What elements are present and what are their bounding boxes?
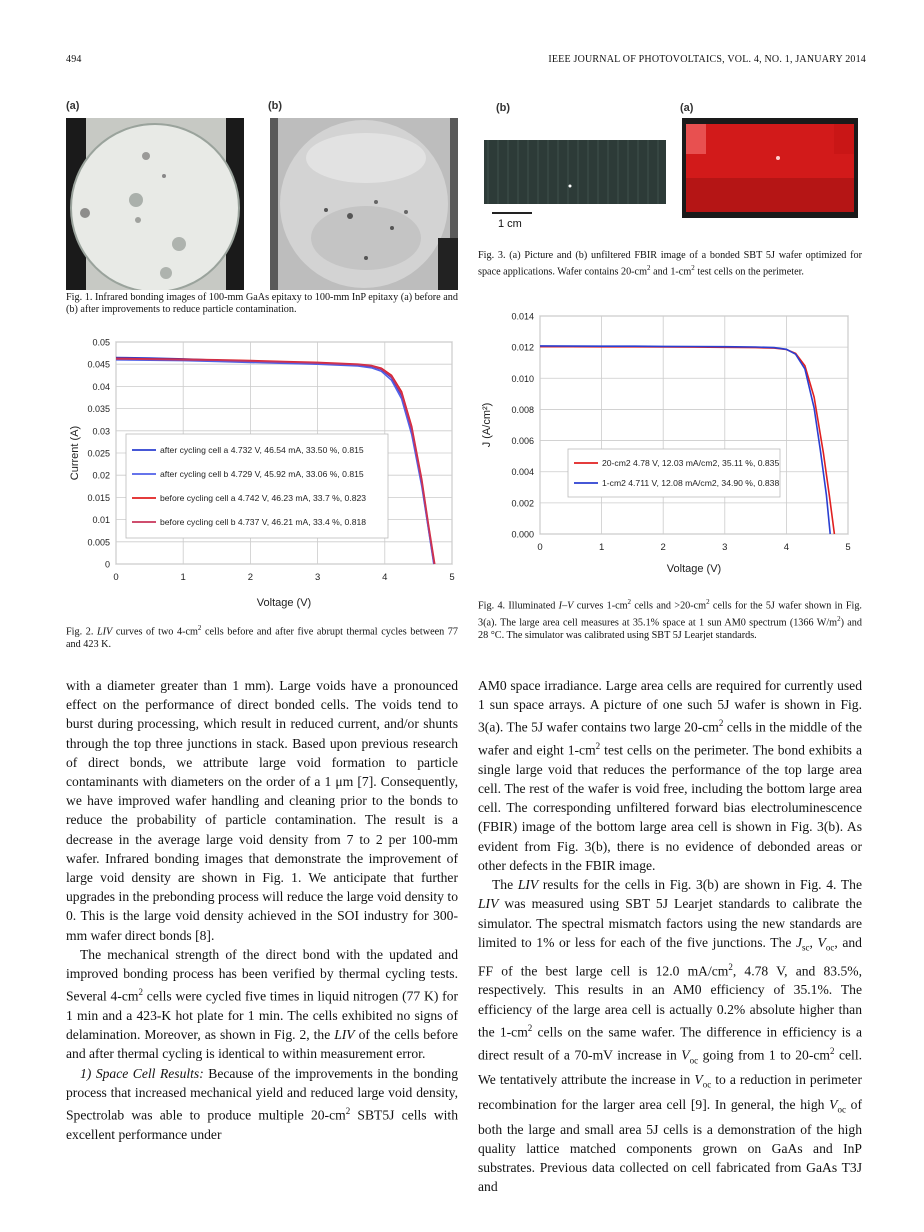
legend-label: 1-cm2 4.711 V, 12.08 mA/cm2, 34.90 %, 0.838 [602,478,780,488]
x-tick-label: 4 [382,572,388,583]
legend-label: before cycling cell b 4.737 V, 46.21 mA, 33.4 %, 0.818 [160,517,367,527]
y-tick-label: 0.04 [92,381,110,392]
page-number: 494 [66,54,82,65]
y-tick-label: 0.010 [511,373,534,384]
fig3-label-a: (a) [680,102,694,114]
journal-header: IEEE JOURNAL OF PHOTOVOLTAICS, VOL. 4, NO. 1, JANUARY 2014 [548,54,866,65]
y-tick-label: 0.035 [87,404,110,415]
fig3-wafer-images [478,118,862,218]
y-tick-label: 0.015 [87,492,110,503]
fig3-label-b: (b) [496,102,511,114]
fig4-iv-chart [478,306,862,576]
y-axis-label: J (A/cm²) [481,402,493,448]
x-tick-label: 3 [722,542,728,553]
y-tick-label: 0.025 [87,448,110,459]
x-axis-label: Voltage (V) [256,597,312,609]
paragraph: 1) Space Cell Results: Because of the improvements in the bonding process that increased mechanical yield and reduced large void density, Spectrolab was able to produce multiple $20-cm^2$ SBT5J cells with excellent performance under [66,1065,458,1142]
y-tick-label: 0.045 [87,359,110,370]
figure-3 [478,100,862,240]
y-tick-label: 0.004 [511,467,534,478]
fig1-infrared-images [66,118,458,290]
x-tick-label: 3 [314,572,321,583]
y-tick-label: 0.012 [511,342,534,353]
fig4-caption: Fig. 4. Illuminated I–V curves $1-cm^2$ cells and $>20-cm^2$ cells for the 5J wafer shown in Fig. 3(a). The large area cell measures at 35.1% space at 1 sun AM0 spectrum (1366 $W/m^2$) and 28 °C. The simulator was calibrated using SBT 5J Learjet standards. [478,598,862,641]
y-tick-label: 0 [104,559,110,570]
y-tick-label: 0.008 [511,404,534,415]
x-tick-label: 5 [449,572,455,583]
fig2-caption: Fig. 2. LIV curves of two $4-cm^2$ cells before and after five abrupt thermal cycles between 77 and 423 K. [66,624,458,650]
paragraph: The LIV results for the cells in Fig. 3(b) are shown in Fig. 4. The LIV was measured using SBT 5J Learjet standards to calibrate the simulator. The spectral mismatch factors using the new standards are limited to 1% or less for each of the five junctions. The $J_{sc}$, $V_{oc}$, and FF of the best large cell is 12.0 $mA/cm^2$, 4.78 V, and 83.5%, respectively. This results in an AM0 efficiency of 35.1%. The efficiency of the large area cell is actually 0.2% absolute higher than the $1-cm^2$ cells on the same wafer. The difference in efficiency is a direct result of a 70-mV increase in $V_{oc}$ going from 1 to $20-cm^2$ cell. We tentatively attribute the increase in $V_{oc}$ to a reduction in perimeter recombination for the larger area cell [9]. In general, the high $V_{oc}$ of both the large and small area 5J cells is a demonstration of the high quality lattice matched components grown on GaAs and InP substrates. Previous data collected on cell fabricated from GaAs T3J and [478,877,863,1195]
section-heading: 1) Space Cell Results: [80,1065,204,1081]
x-axis-label: Voltage (V) [666,563,722,575]
x-tick-label: 2 [660,542,666,553]
fig1-label-a: (a) [66,100,80,112]
legend-label: after cycling cell a 4.732 V, 46.54 mA, 33.50 %, 0.815 [160,445,364,455]
fig3-caption: Fig. 3. (a) Picture and (b) unfiltered FBIR image of a bonded SBT 5J wafer optimized for space applications. Wafer contains $20-cm^2$ and $1-cm^2$ test cells on the perimeter. [478,250,862,278]
legend-label: 20-cm2 4.78 V, 12.03 mA/cm2, 35.11 %, 0.835 [602,458,780,468]
y-tick-label: 0.03 [92,426,110,437]
x-tick-label: 2 [247,572,254,583]
paragraph: with a diameter greater than 1 mm). Large voids have a pronounced effect on the performance of direct bonded cells. The voids tend to burst during processing, which result in reduced current, and/or shunts through the top three junctions in stack. Based upon previous research of direct bonds, we attribute large void formation to particle contaminants with diameters on the order of a 1 μm [7]. Consequently, we have improved wafer handling and cleaning prior to the bonds to reduce the probability of particle contamination. The result is a decrease in the average large void density from 7 to 2 per 100-mm wafer. Infrared bonding images that demonstrate the improvement of large void density are shown in Fig. 1. We anticipate that further upgrades in the prebonding process will reduce the large void density to 0. This is the large void density achieved in the SOI industry for 300-mm wafer direct bonds [8]. [66,678,458,943]
y-tick-label: 0.02 [92,470,110,481]
y-tick-label: 0.006 [511,436,534,447]
scale-label: 1 cm [498,218,522,230]
left-column-text [66,676,458,1144]
fig1-caption: Fig. 1. Infrared bonding images of 100-mm GaAs epitaxy to 100-mm InP epitaxy (a) before and (b) after improvements to reduce particle contamination. [66,292,458,316]
x-tick-label: 1 [598,542,605,553]
y-tick-label: 0.01 [92,515,110,526]
paragraph: AM0 space irradiance. Large area cells are required for currently used 1 sun space arrays. A picture of one such 5J wafer is shown in Fig. 3(a). The 5J wafer contains two large $20-cm^2$ cells in the middle of the wafer and eight $1-cm^2$ test cells on the perimeter. The bond exhibits a single large void that reduces the performance of the top large area cell. The rest of the wafer is void free, including the bottom large area cell. The corresponding unfiltered forward bias electroluminescence (FBIR) image of the bottom large area cell is shown in Fig. 3(b). As evident from Fig. 3(b), there is no evidence of debonded areas or other defects in the FBIR image. [478,678,863,873]
legend-box [568,449,780,497]
legend-label: before cycling cell a 4.742 V, 46.23 mA, 33.7 %, 0.823 [160,493,367,503]
x-tick-label: 4 [783,542,790,553]
x-tick-label: 5 [845,542,851,553]
fig2-liv-chart [66,330,466,610]
scale-bar [492,212,532,214]
x-tick-label: 1 [180,572,186,583]
plot-area [540,316,848,534]
x-tick-label: 0 [113,572,119,583]
y-tick-label: 0.000 [511,529,534,540]
y-axis-label: Current (A) [69,425,81,481]
x-tick-label: 0 [537,542,543,553]
y-tick-label: 0.002 [511,498,534,509]
y-tick-label: 0.05 [92,337,110,348]
legend-label: after cycling cell b 4.729 V, 45.92 mA, 33.06 %, 0.815 [160,469,364,479]
y-tick-label: 0.005 [87,537,110,548]
right-column-text [478,676,862,1197]
y-tick-label: 0.014 [511,311,534,322]
figure-1 [66,100,458,290]
paragraph: The mechanical strength of the direct bond with the updated and improved bonding process has been verified by thermal cycling tests. Several $4-cm^2$ cells were cycled five times in liquid nitrogen (77 K) for 1 min and a 423-K hot plate for 1 min. The cells exhibited no signs of delamination. Moreover, as shown in Fig. 2, the LIV of the cells before and after thermal cycling is identical to within measurement error. [66,946,459,1062]
fig1-label-b: (b) [268,100,283,112]
